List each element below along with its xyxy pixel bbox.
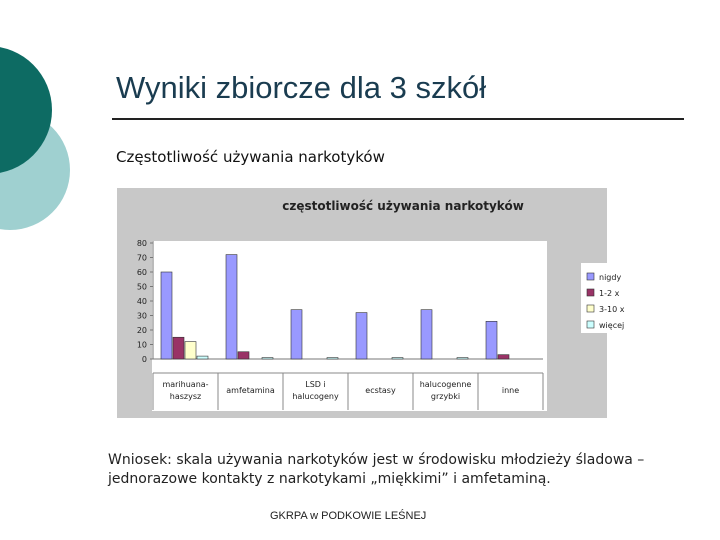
x-category-label — [226, 386, 275, 395]
bar — [226, 255, 237, 359]
y-tick-label: 40 — [136, 297, 147, 306]
x-category-label — [365, 386, 396, 395]
legend-label: 3-10 x — [599, 305, 625, 314]
y-tick-label: 30 — [136, 311, 147, 321]
x-category-label-line: ecstasy — [365, 386, 396, 395]
bar — [238, 352, 249, 359]
chart-title: częstotliwość używania narkotyków — [282, 199, 524, 213]
title-divider — [112, 118, 684, 120]
y-tick-label: 20 — [136, 326, 147, 335]
bar — [421, 310, 432, 359]
bar — [291, 310, 302, 359]
legend-swatch — [587, 273, 594, 280]
legend-label: 1-2 x — [599, 289, 620, 298]
legend-label: więcej — [599, 321, 625, 330]
x-category-label-line: halucogeny — [292, 392, 339, 401]
bar — [486, 321, 497, 359]
y-tick-label: 70 — [136, 253, 147, 263]
bar — [173, 337, 184, 359]
y-tick-label: 0 — [141, 355, 147, 364]
y-tick-label: 10 — [136, 340, 147, 350]
legend-swatch — [587, 305, 594, 312]
legend-swatch — [587, 289, 594, 296]
decorative-circles — [0, 0, 110, 300]
y-tick-label: 50 — [136, 282, 147, 292]
slide-title: Wyniki zbiorcze dla 3 szkół — [116, 70, 487, 105]
y-tick-label: 80 — [136, 239, 147, 248]
bar-chart — [117, 188, 625, 418]
bar — [457, 358, 468, 359]
bar — [327, 358, 338, 359]
bar — [197, 356, 208, 359]
x-category-label-line: marihuana- — [162, 380, 209, 389]
bar — [262, 358, 273, 359]
x-category-label — [502, 386, 519, 395]
x-category-label-line: grzybki — [430, 392, 461, 401]
legend-swatch — [587, 321, 594, 328]
x-category-label-line: amfetamina — [226, 386, 275, 395]
x-category-label-line: halucogenne — [419, 380, 472, 389]
legend-label: nigdy — [599, 273, 622, 282]
bar — [185, 342, 196, 359]
x-category-label-line: inne — [501, 386, 520, 395]
slide-subtitle: Częstotliwość używania narkotyków — [116, 148, 385, 166]
y-tick-label: 60 — [136, 268, 147, 277]
conclusion-text: Wniosek: skala używania narkotyków jest w środowisku młodzieży śladowa – jednorazowe kontakty z narkotykami „miękkimi” i amfetaminą. — [108, 452, 645, 487]
x-category-label-line: haszysz — [169, 392, 202, 401]
bar — [498, 355, 509, 359]
footer-text: GKRPA w PODKOWIE LEŚNEJ — [270, 510, 427, 522]
bar — [356, 313, 367, 359]
bar — [161, 272, 172, 359]
bar — [392, 358, 403, 359]
x-category-label-line: LSD i — [305, 380, 326, 389]
